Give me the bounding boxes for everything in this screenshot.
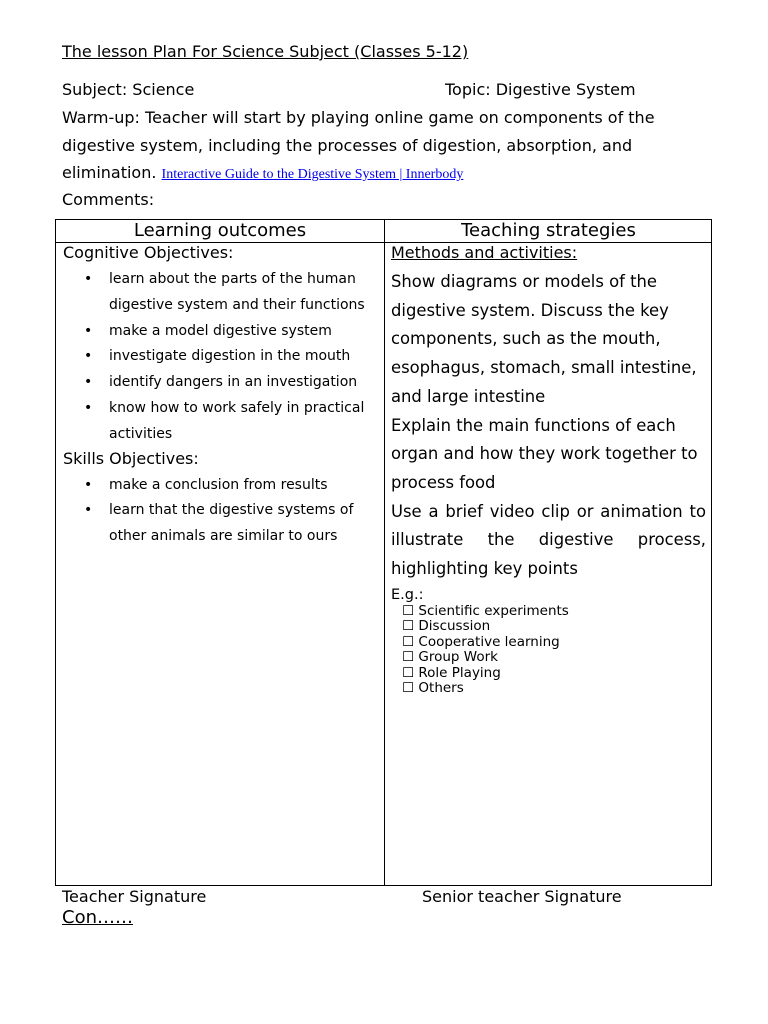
learning-outcomes-header: Learning outcomes [133, 220, 307, 241]
methods-paragraph-2: Explain the main functions of each organ and how they work together to process food [391, 415, 698, 492]
comments-label: Comments: [62, 190, 155, 209]
topic-label: Topic: Digestive System [445, 80, 636, 99]
cognitive-objectives-heading: Cognitive Objectives: [63, 243, 234, 262]
methods-heading: Methods and activities: [391, 243, 578, 262]
list-item: • learn that the digestive systems of other animals are similar to ours [63, 498, 381, 550]
eg-label: E.g.: [391, 586, 424, 603]
skills-objectives-heading: Skills Objectives: [63, 448, 199, 468]
learning-outcomes-cell [63, 242, 381, 550]
list-item: • make a model digestive system [63, 319, 381, 345]
checkbox-item[interactable]: ☐ Scientific experiments [402, 602, 569, 619]
warmup-paragraph [62, 104, 712, 189]
checkbox-item[interactable]: ☐ Others [402, 680, 464, 697]
subject-label: Subject: Science [62, 80, 195, 99]
list-item: • know how to work safely in practical activities [63, 396, 381, 448]
senior-teacher-signature-label: Senior teacher Signature [422, 887, 622, 906]
strategy-checkbox-list [391, 604, 706, 697]
continued-label: Con…… [62, 907, 133, 928]
methods-paragraph-3: Use a brief video clip or animation to illustrate the digestive process, highlighting key points [391, 501, 706, 579]
column-divider [384, 220, 385, 885]
teaching-strategies-cell [391, 242, 706, 697]
lesson-table [55, 219, 712, 886]
teacher-signature-label: Teacher Signature [62, 887, 207, 906]
checkbox-item[interactable]: ☐ Cooperative learning [402, 633, 560, 650]
cognitive-objectives-list [63, 267, 381, 448]
warmup-text: Warm-up: Teacher will start by playing online game on components of the digestive system, including the processes of digestion, absorption, and elimination. [62, 108, 655, 182]
list-item: • learn about the parts of the human digestive system and their functions [63, 267, 381, 319]
teaching-strategies-header: Teaching strategies [461, 220, 636, 241]
checkbox-item[interactable]: ☐ Discussion [402, 618, 491, 635]
skills-objectives-list [63, 473, 381, 550]
list-item: • investigate digestion in the mouth [63, 344, 381, 370]
list-item: • make a conclusion from results [63, 473, 381, 499]
innerbody-link[interactable]: Interactive Guide to the Digestive System | Innerbody [161, 167, 464, 182]
methods-paragraph-1: Show diagrams or models of the digestive system. Discuss the key components, such as the mouth, esophagus, stomach, small intestine, and large intestine [391, 272, 697, 406]
checkbox-item[interactable]: ☐ Group Work [402, 649, 498, 666]
list-item: • identify dangers in an investigation [63, 370, 381, 396]
checkbox-item[interactable]: ☐ Role Playing [402, 664, 501, 681]
document-title: The lesson Plan For Science Subject (Classes 5-12) [62, 42, 469, 61]
